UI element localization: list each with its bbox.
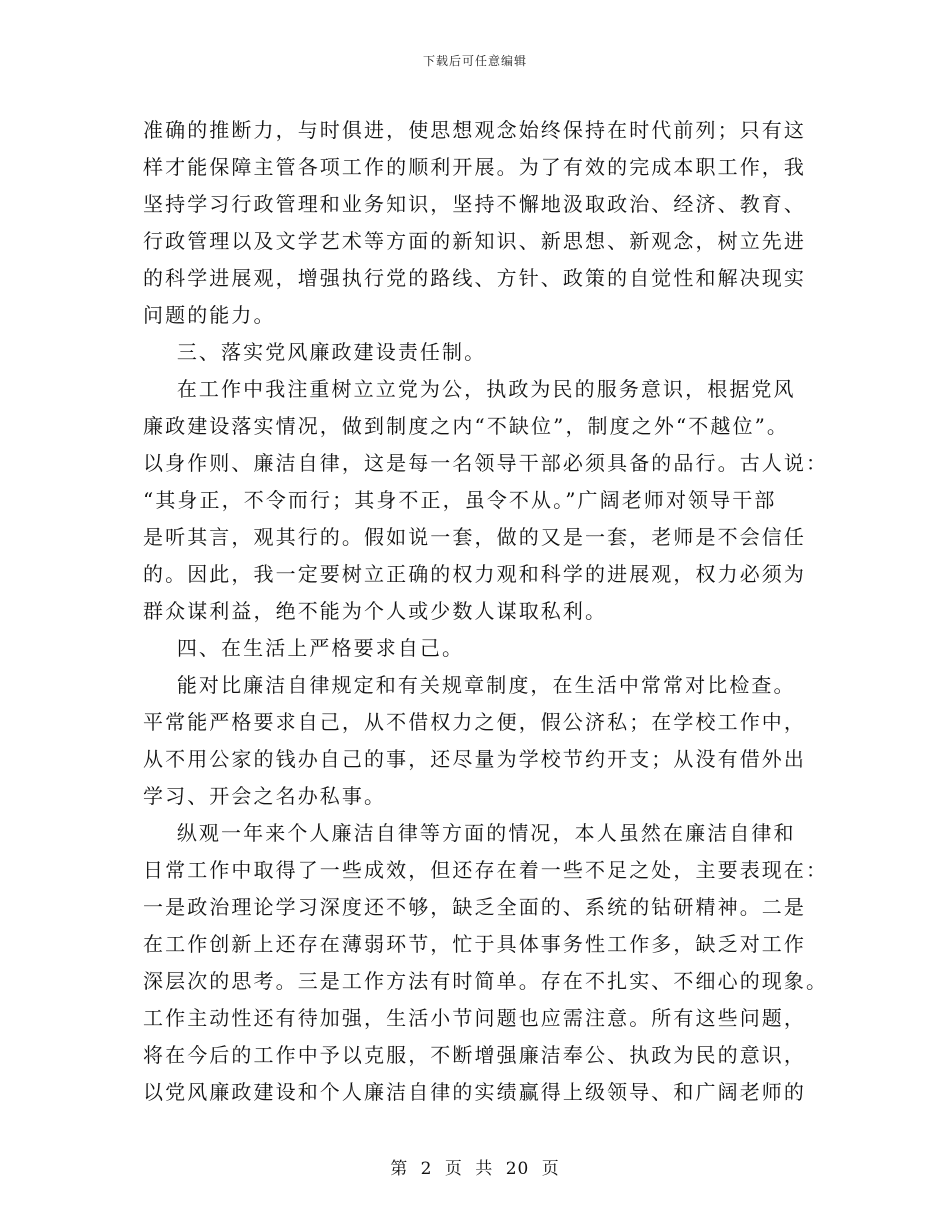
text-line: 将在今后的工作中予以克服，不断增强廉洁奉公、执政为民的意识， xyxy=(143,1043,806,1067)
text-line: 日常工作中取得了一些成效，但还存在着一些不足之处，主要表现在： xyxy=(143,858,829,882)
text-line: 准确的推断力，与时俱进，使思想观念始终保持在时代前列；只有这 xyxy=(143,118,806,142)
text-line: 深层次的思考。三是工作方法有时简单。存在不扎实、不细心的现象。 xyxy=(143,969,829,993)
text-line: 三、落实党风廉政建设责任制。 xyxy=(143,340,487,364)
text-line: 廉政建设落实情况，做到制度之内“不缺位”，制度之外“不越位”。 xyxy=(143,414,789,438)
text-line: 学习、开会之名办私事。 xyxy=(143,784,387,808)
text-line: “其身正，不令而行；其身不正，虽令不从。”广阔老师对领导干部 xyxy=(143,488,777,512)
footer-current-page: 2 xyxy=(420,1159,433,1179)
text-line: 的。因此，我一定要树立正确的权力观和科学的进展观，权力必须为 xyxy=(143,562,806,586)
text-line: 以党风廉政建设和个人廉洁自律的实绩赢得上级领导、和广阔老师的 xyxy=(143,1080,806,1104)
document-body xyxy=(143,112,829,1111)
text-line: 工作主动性还有待加强，生活小节问题也应需注意。所有这些问题， xyxy=(143,1006,806,1030)
text-line: 纵观一年来个人廉洁自律等方面的情况，本人虽然在廉洁自律和 xyxy=(143,821,796,845)
page-footer xyxy=(0,1154,950,1179)
text-line: 行政管理以及文学艺术等方面的新知识、新思想、新观念，树立先进 xyxy=(143,229,806,253)
footer-prefix: 第 xyxy=(390,1159,409,1179)
text-line: 群众谋利益，绝不能为个人或少数人谋取私利。 xyxy=(143,599,608,623)
text-line: 平常能严格要求自己，从不借权力之便，假公济私；在学校工作中， xyxy=(143,710,806,734)
text-line: 以身作则、廉洁自律，这是每一名领导干部必须具备的品行。古人说： xyxy=(143,451,829,475)
footer-page-label: 页 xyxy=(444,1159,463,1179)
text-line: 从不用公家的钱办自己的事，还尽量为学校节约开支；从没有借外出 xyxy=(143,747,806,771)
footer-total-pages: 20 xyxy=(505,1159,530,1179)
footer-total-suffix: 页 xyxy=(541,1159,560,1179)
text-line: 样才能保障主管各项工作的顺利开展。为了有效的完成本职工作，我 xyxy=(143,155,806,179)
text-line: 问题的能力。 xyxy=(143,303,276,327)
text-line: 的科学进展观，增强执行党的路线、方针、政策的自觉性和解决现实 xyxy=(143,266,806,290)
text-line: 坚持学习行政管理和业务知识，坚持不懈地汲取政治、经济、教育、 xyxy=(143,192,806,216)
text-line: 四、在生活上严格要求自己。 xyxy=(143,636,465,660)
text-line: 在工作创新上还存在薄弱环节，忙于具体事务性工作多，缺乏对工作 xyxy=(143,932,806,956)
text-line: 能对比廉洁自律规定和有关规章制度，在生活中常常对比检查。 xyxy=(143,673,796,697)
text-line: 一是政治理论学习深度还不够，缺乏全面的、系统的钻研精神。二是 xyxy=(143,895,806,919)
text-line: 是听其言，观其行的。假如说一套，做的又是一套，老师是不会信任 xyxy=(143,525,806,549)
text-line: 在工作中我注重树立立党为公，执政为民的服务意识，根据党风 xyxy=(143,377,796,401)
footer-total-prefix: 共 xyxy=(475,1159,494,1179)
page-header: 下载后可任意编辑 xyxy=(422,54,527,68)
